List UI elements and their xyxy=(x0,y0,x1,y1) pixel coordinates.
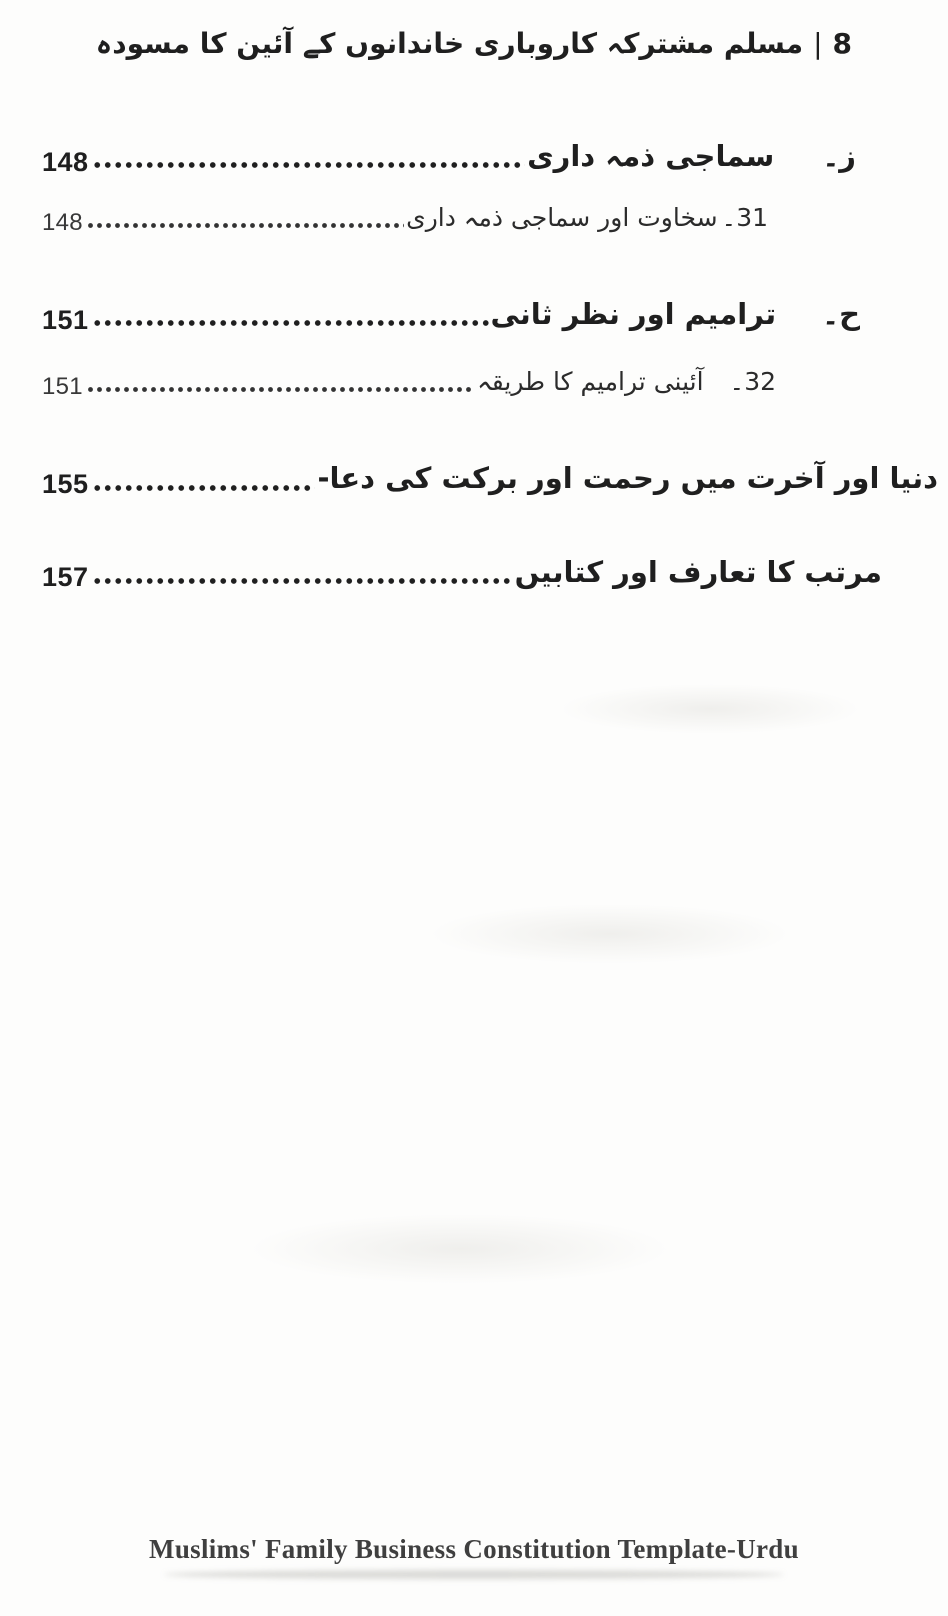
dot-leader xyxy=(86,222,404,229)
footer-title: Muslims' Family Business Constitution Template-Urdu xyxy=(149,1533,799,1564)
toc-entry xyxy=(42,295,948,334)
header-page-number: 8 xyxy=(832,27,852,60)
toc-entry-title xyxy=(406,200,768,235)
toc-page-number: 148 xyxy=(42,209,83,237)
toc-entry-marker: 32۔ xyxy=(729,367,776,397)
scan-shadow-line xyxy=(164,1570,784,1579)
toc-entry xyxy=(42,459,948,498)
toc-page-number: 155 xyxy=(42,469,89,500)
toc-entry-text: مرتب کا تعارف اور کتابیں xyxy=(514,554,882,589)
toc-entry xyxy=(42,553,948,592)
toc-entry xyxy=(42,137,948,176)
toc-entry-marker: ز۔ xyxy=(822,139,856,174)
toc-page-number: 148 xyxy=(42,146,89,177)
toc-entry-title xyxy=(317,459,938,498)
toc-entry-marker: 31۔ xyxy=(721,203,768,233)
toc-entry-text: آئینی ترامیم کا طریقہ xyxy=(477,367,704,397)
toc-entry-text: ترامیم اور نظر ثانی xyxy=(490,297,777,332)
scanned-book-page xyxy=(0,24,948,1616)
toc-entry-text: سخاوت اور سماجی ذمہ داری xyxy=(406,203,718,233)
toc-entry xyxy=(42,200,948,235)
toc-entry-text: سماجی ذمہ داری xyxy=(527,139,775,174)
toc-page-number: 151 xyxy=(42,305,89,336)
toc-entry-title xyxy=(527,137,856,176)
toc-page-number: 157 xyxy=(42,562,89,593)
header-running-title: مسلم مشترکہ کاروباری خاندانوں کے آئین کا مسودہ xyxy=(95,27,804,60)
page-footer xyxy=(0,1532,948,1579)
dot-leader xyxy=(92,161,526,169)
header-divider: | xyxy=(813,27,823,60)
dot-leader xyxy=(92,577,513,585)
toc-entry-text: دنیا اور آخرت میں رحمت اور برکت کی دعا- xyxy=(317,461,938,496)
toc-entry-title xyxy=(491,295,860,334)
scan-smudge xyxy=(560,684,860,734)
toc-entry xyxy=(42,364,948,399)
table-of-contents xyxy=(42,137,948,592)
toc-entry-marker: ح۔ xyxy=(822,297,860,332)
toc-page-number: 151 xyxy=(42,373,83,401)
dot-leader xyxy=(86,386,475,393)
scan-smudge xyxy=(250,1214,670,1284)
scan-smudge xyxy=(430,904,790,964)
page-header xyxy=(42,24,852,63)
toc-entry-title xyxy=(515,553,882,592)
dot-leader xyxy=(92,484,316,492)
dot-leader xyxy=(92,319,489,327)
toc-entry-title xyxy=(477,364,776,399)
